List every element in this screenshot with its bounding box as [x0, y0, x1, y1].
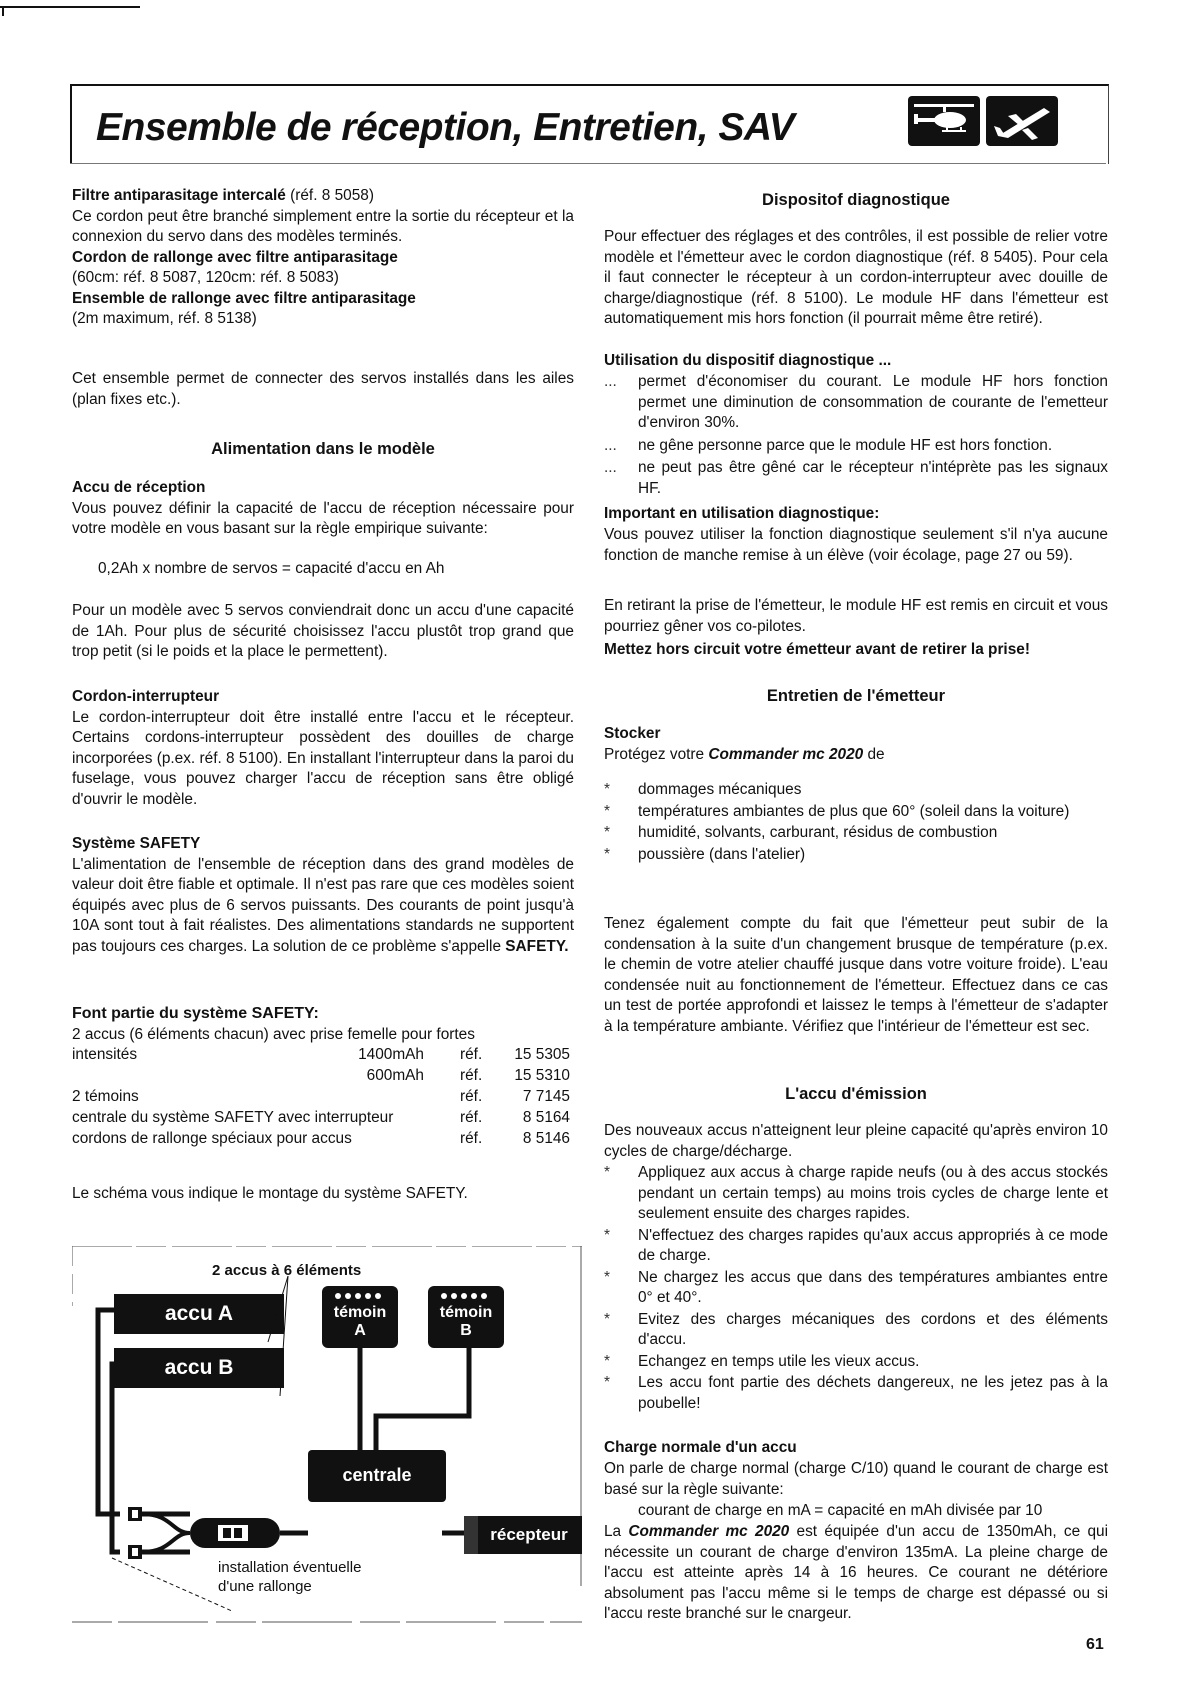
part-label: cordons de rallonge spéciaux pour accus — [72, 1130, 352, 1147]
entretien-heading: Entretien de l'émetteur — [766, 687, 946, 705]
charge-paragraph — [604, 1522, 1108, 1625]
list-item — [604, 1373, 1108, 1414]
temoin-a-label: témoin — [333, 1304, 387, 1321]
important-title: Important en utilisation diagnostique: — [604, 505, 880, 522]
font-intro: 2 accus (6 éléments chacun) avec prise femelle pour fortes — [72, 1025, 475, 1043]
cordon-section — [72, 687, 574, 810]
part-label: centrale du système SAFETY avec interrupteur — [72, 1109, 394, 1126]
part-ref-number: 8 5146 — [522, 1130, 570, 1147]
list-item-text: Echangez en temps utile les vieux accus. — [638, 1352, 920, 1370]
stocker-post: de — [863, 746, 885, 763]
filter-text: Ce cordon peut être branché simplement entre la sortie du récepteur et la connexion du servo dans des modèles terminés. — [72, 207, 574, 245]
list-marker: ... — [604, 436, 617, 454]
schema-text: Le schéma vous indique le montage du système SAFETY. — [72, 1185, 468, 1202]
list-item — [604, 1226, 1108, 1267]
part-ref-label: réf. — [460, 1109, 483, 1126]
list-item-text: ne peut pas être gêné car le récepteur n'intéprète pas les signaux HF. — [638, 459, 1108, 497]
stocker-pre: Protégez votre — [604, 746, 709, 763]
font-title: Font partie du système SAFETY: — [72, 1005, 319, 1022]
list-item-text: Les accu font partie des déchets dangereux, ne les jetez pas à la poubelle! — [638, 1374, 1108, 1412]
list-marker: * — [604, 1374, 610, 1391]
page-corner-mark — [0, 0, 140, 14]
list-item — [604, 802, 1108, 823]
list-item — [604, 780, 1108, 801]
list-marker: * — [604, 1268, 610, 1286]
cordon-title: Cordon-interrupteur — [72, 688, 220, 705]
list-item-text: N'effectuez des charges rapides qu'aux accus appropriés à ce mode de charge. — [638, 1226, 1108, 1264]
table-row — [72, 1087, 572, 1108]
important-text: Vous pouvez utiliser la fonction diagnostique seulement s'il n'ya aucune fonction de manche remise à un élève (voir écolage, page 27 ou 59). — [604, 526, 1108, 564]
list-item-text: Appliquez aux accus à charge rapide neufs (ou à des accus stockés pendant un certain temps) au moins trois cycles de charge lente et seulement ensuite des charges rapides. — [638, 1164, 1108, 1222]
temoin-a-letter: A — [354, 1322, 366, 1339]
accu-text: Vous pouvez définir la capacité de l'accu de réception nécessaire pour votre modèle en vous basant sur la règle empirique suivante: — [72, 499, 574, 537]
accu-emission-text: Des nouveaux accus n'atteignent leur pleine capacité qu'après environ 10 cycles de charge/décharge. — [604, 1122, 1108, 1160]
cordon-text: Le cordon-interrupteur doit être installé entre l'accu et le récepteur. Certains cordons-interrupteur possèdent des douilles de charge incorporées (p.ex. réf. 8 5100). En installant l'interrupteur dans la paroi du fuselage, vous pouvez charger l'accu de réception sans être obligé d'ouvrir le modèle. — [72, 708, 574, 808]
recepteur-box: récepteur — [490, 1525, 568, 1544]
part-ref-label: réf. — [460, 1088, 483, 1105]
list-marker: ... — [604, 459, 617, 476]
extension-cord-title: Cordon de rallonge avec filtre antiparasitage — [72, 248, 398, 266]
stocker-model: Commander mc 2020 — [708, 746, 864, 763]
alimentation-heading: Alimentation dans le modèle — [211, 440, 435, 458]
temoin-a-box — [322, 1304, 398, 1340]
list-item-text: poussière (dans l'atelier) — [638, 845, 806, 863]
list-marker: * — [604, 845, 610, 863]
part-ref-label: réf. — [460, 1130, 483, 1147]
extension-set-title: Ensemble de rallonge avec filtre antiparasitage — [72, 289, 416, 307]
stocker-title: Stocker — [604, 725, 661, 742]
filter-section — [72, 186, 574, 330]
part-ref-label: réf. — [460, 1067, 483, 1084]
centrale-box: centrale — [342, 1465, 412, 1485]
accu-text-2: Pour un modèle avec 5 servos conviendrait donc un accu d'une capacité de 1Ah. Pour plus de sécurité choisissez l'accu plustôt trop grand que trop petit (si le poids et la place le permettent). — [72, 602, 574, 660]
page-title: Ensemble de réception, Entretien, SAV — [96, 106, 795, 149]
page-header — [70, 84, 1109, 164]
font-section — [72, 1004, 574, 1045]
utilisation-title: Utilisation du dispositif diagnostique ... — [604, 352, 892, 369]
important-bold: Mettez hors circuit votre émetteur avant de retirer la prise! — [604, 641, 1030, 658]
list-item-text: permet d'économiser du courant. Le module HF hors fonction permet une diminution de consommation de courante de l'emetteur d'environ 30%. — [638, 373, 1108, 431]
list-item — [604, 458, 1108, 499]
extension-set-description: Cet ensemble permet de connecter des servos installés dans les ailes (plan fixes etc.). — [72, 370, 574, 408]
part-label: intensités — [72, 1046, 138, 1063]
extension-set-text: (2m maximum, réf. 8 5138) — [72, 310, 257, 327]
list-item — [604, 823, 1108, 844]
list-marker: * — [604, 802, 610, 820]
safety-section — [72, 834, 574, 957]
diagram-note-line-1: installation éventuelle — [218, 1559, 362, 1576]
stocker-text: Tenez également compte du fait que l'émetteur peut subir de la condensation à la suite d'un changement brusque de température (p.ex. le chemin de votre atelier chauffé jusque dans votre voiture froide). L'eau condensée nuit au fonctionnement de l'émetteur. Effectuez dans ce cas un test de portée approfondi et laissez le temps à l'émetteur de s'adapter à la température ambiante. Vérifiez que l'intérieur de l'émetteur est sec. — [604, 915, 1108, 1035]
list-item — [604, 1268, 1108, 1309]
temoin-b-label: témoin — [439, 1304, 493, 1321]
part-capacity: 600mAh — [366, 1067, 424, 1084]
accu-emission-heading: L'accu d'émission — [785, 1085, 927, 1103]
part-label: 2 témoins — [72, 1088, 139, 1105]
extension-cord-text: (60cm: réf. 8 5087, 120cm: réf. 8 5083) — [72, 269, 339, 286]
list-marker: * — [604, 1352, 610, 1370]
list-item-text: ne gêne personne parce que le module HF est hors fonction. — [638, 436, 1053, 454]
list-item — [604, 1310, 1108, 1351]
accu-a-box: accu A — [164, 1302, 234, 1325]
part-ref-number: 15 5305 — [514, 1046, 570, 1063]
table-row — [72, 1066, 572, 1087]
filter-title: Filtre antiparasitage intercalé — [72, 187, 286, 204]
table-row — [72, 1129, 572, 1150]
airplane-icon — [986, 96, 1058, 146]
safety-bold: SAFETY. — [505, 937, 569, 955]
parts-table — [72, 1045, 572, 1150]
accu-emission-list — [604, 1163, 1108, 1415]
list-marker: * — [604, 1164, 610, 1181]
charge-post: est équipée d'un accu de 1350mAh, ce qui nécessite un courant de charge d'environ 135mA. La pleine charge de l'accu est atteinte après 14 à 16 heures. Ce courant ne détériore absolument pas l'accu même si le temps de charge est dépassé ou si l'accu reste branché sur le cnargeur. — [604, 1523, 1108, 1622]
helicopter-icon — [908, 96, 980, 146]
list-marker: * — [604, 824, 610, 841]
table-row — [72, 1045, 572, 1066]
accu-b-box: accu B — [164, 1356, 234, 1379]
part-ref-label: réf. — [460, 1046, 483, 1063]
charge-title: Charge normale d'un accu — [604, 1439, 797, 1456]
safety-diagram — [72, 1246, 582, 1628]
list-item-text: Ne chargez les accus que dans des températures ambiantes entre 0° et 40°. — [638, 1268, 1108, 1306]
diagram-note-line-2: d'une rallonge — [218, 1578, 312, 1595]
list-item-text: Evitez des charges mécaniques des cordons et des éléments d'accu. — [638, 1310, 1108, 1348]
filter-ref: (réf. 8 5058) — [285, 187, 374, 204]
temoin-b-box — [428, 1304, 504, 1340]
charge-pre: La — [604, 1523, 629, 1540]
charge-formula: courant de charge en mA = capacité en mAh divisée par 10 — [638, 1502, 1043, 1519]
page-number: 61 — [1086, 1636, 1104, 1653]
utilisation-list — [604, 372, 1108, 501]
charge-text: On parle de charge normal (charge C/10) quand le courant de charge est basé sur la règle suivante: — [604, 1460, 1108, 1498]
safety-text: L'alimentation de l'ensemble de réception dans des grand modèles de valeur doit être fiable et optimale. Il n'est pas rare que ces modèles soient équipés avec plus de 6 servos puissants. Des courants de point jusqu'à 10A sont tout à fait réalistes. Des alimentations standards ne supportent pas toujours ces charges. La solution de ce problème s'appelle — [72, 855, 574, 955]
diagram-title: 2 accus à 6 éléments — [212, 1262, 362, 1279]
list-item — [604, 436, 1108, 457]
charge-model: Commander mc 2020 — [628, 1523, 790, 1540]
part-ref-number: 15 5310 — [514, 1067, 570, 1084]
list-item — [604, 1352, 1108, 1373]
list-item — [604, 372, 1108, 434]
list-item — [604, 845, 1108, 866]
table-row — [72, 1108, 572, 1129]
list-item-text: dommages mécaniques — [638, 781, 802, 798]
accu-section — [72, 478, 574, 540]
stocker-list — [604, 780, 1108, 866]
important-text-2: En retirant la prise de l'émetteur, le module HF est remis en circuit et vous pourriez gêner vos co-pilotes. — [604, 597, 1108, 635]
diagnostic-heading: Dispositof diagnostique — [762, 191, 950, 209]
safety-title: Système SAFETY — [72, 835, 201, 852]
list-marker: * — [604, 781, 610, 798]
header-rule — [70, 163, 1106, 164]
list-item — [604, 1163, 1108, 1225]
part-capacity: 1400mAh — [358, 1046, 424, 1063]
temoin-b-letter: B — [460, 1322, 472, 1339]
list-item-text: températures ambiantes de plus que 60° (soleil dans la voiture) — [638, 802, 1070, 820]
list-marker: ... — [604, 373, 617, 390]
list-item-text: humidité, solvants, carburant, résidus de combustion — [638, 824, 998, 841]
diagram-note — [218, 1558, 361, 1596]
list-marker: * — [604, 1226, 610, 1244]
stocker-intro — [604, 745, 1108, 766]
part-ref-number: 8 5164 — [522, 1109, 570, 1126]
list-marker: * — [604, 1310, 610, 1328]
part-ref-number: 7 7145 — [522, 1088, 570, 1105]
diagnostic-text: Pour effectuer des réglages et des contrôles, il est possible de relier votre modèle et l'émetteur avec le cordon diagnostique (réf. 8 5405). Pour cela il faut connecter le récepteur à un cordon-interrupteur avec douille de charge/diagnostique (réf. 8 5100). Le module HF dans l'émetteur est automatiquement mis hors fonction (il pourrait même être retiré). — [604, 228, 1108, 327]
accu-title: Accu de réception — [72, 479, 206, 496]
accu-formula: 0,2Ah x nombre de servos = capacité d'accu en Ah — [98, 560, 445, 577]
